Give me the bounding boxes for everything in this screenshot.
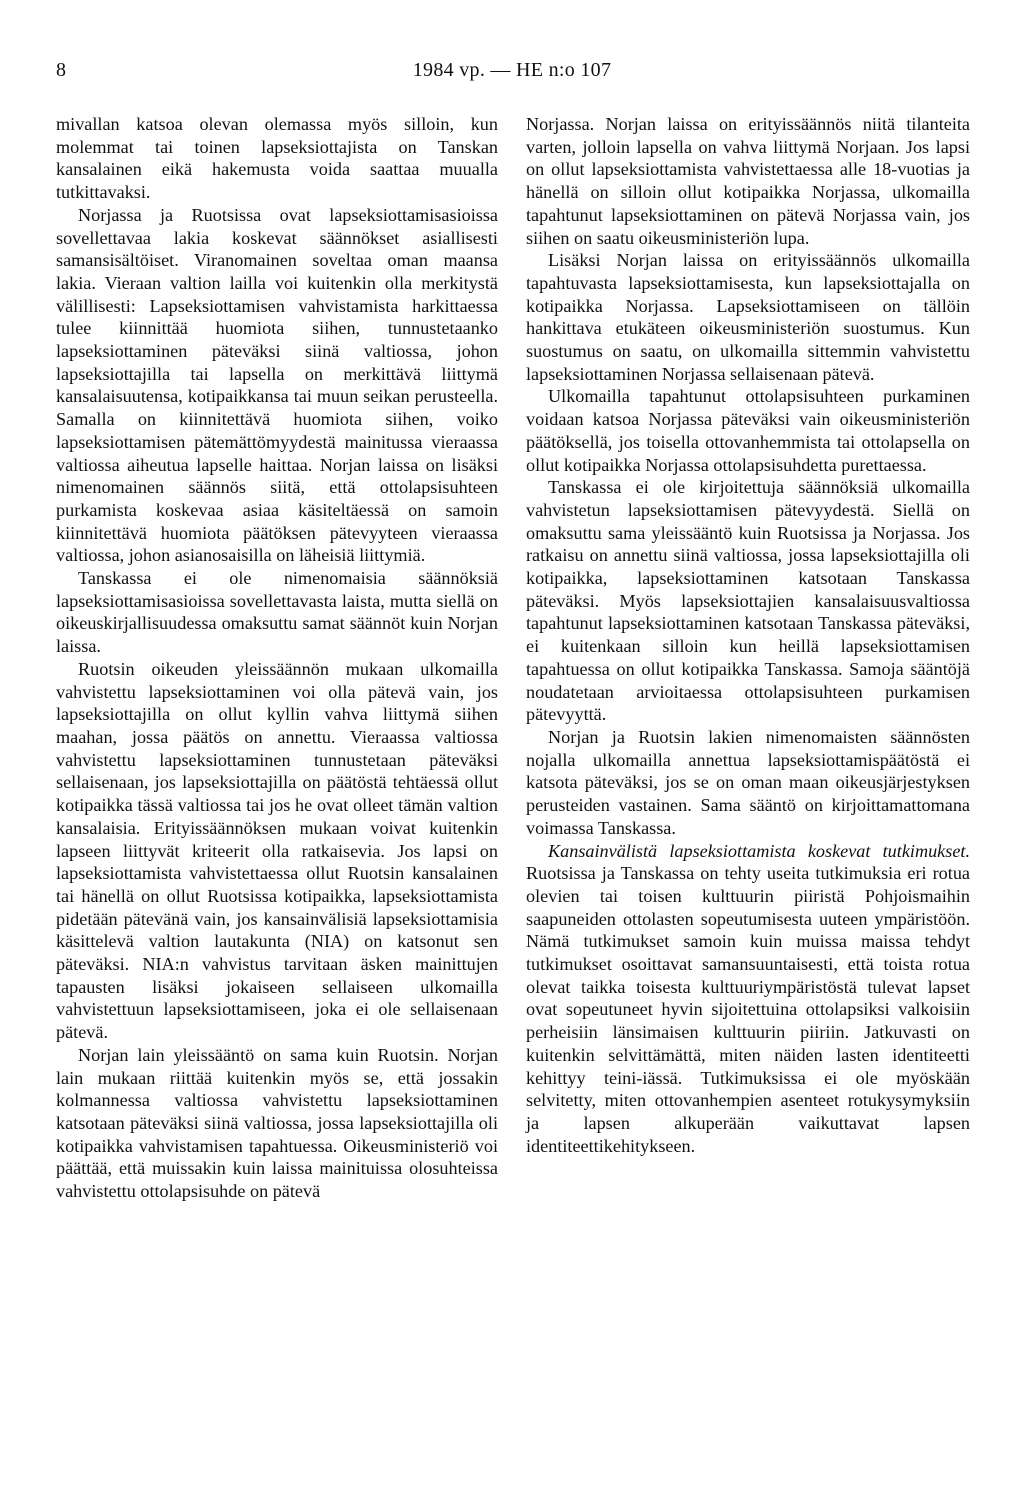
paragraph: Norjassa. Norjan laissa on erityissäännös niitä tilanteita varten, jolloin lapsella on vahva liittymä Norjaan. Jos lapsi on ollut lapseksiottamista vahvistettaessa alle 18-vuotias ja hänellä on silloin ollut kotipaikka Norjassa, ulkomailla tapahtunut lapseksiottaminen on pätevä Norjassa vain, jos siihen on saatu oikeusministeriön lupa. xyxy=(526,114,970,248)
left-column xyxy=(56,113,498,1203)
paragraph-body: Ruotsissa ja Tanskassa on tehty useita tutkimuksia eri rotua olevien tai toisen kulttuurin piiristä Pohjoismaihin saapuneiden ottolasten sopeutumisesta uuteen ympäristöön. Nämä tutkimukset samoin kuin muissa maissa tehdyt tutkimukset osoittavat samansuuntaisesti, että toista rotua olevat taikka toisesta kulttuuriympäristöstä tulevat lapset ovat sopeutuneet hyvin sijoitettuina ottolapsiksi valkoisiin perheisiin länsimaisen kulttuurin piiriin. Jatkuvasti on kuitenkin selvittämättä, miten näiden lasten identiteetti kehittyy teini-iässä. Tutkimuksissa ei ole myöskään selvitetty, miten ottovanhempien asenteet rotukysymyksiin ja lapsen alkuperään vaikuttavat lapsen identiteettikehitykseen. xyxy=(526,863,970,1156)
paragraph: Tanskassa ei ole kirjoitettuja säännöksiä ulkomailla vahvistetun lapseksiottamisen pätevyydestä. Siellä on omaksuttu sama yleissääntö kuin Ruotsissa ja Norjassa. Jos ratkaisu on annettu siinä valtiossa, jossa lapseksiottajilla oli kotipaikka, lapseksiottaminen katsotaan Tanskassa päteväksi. Myös lapseksiottajien kansalaisuusvaltiossa tapahtunut lapseksiottaminen katsotaan Tanskassa päteväksi, ei kuitenkaan silloin kun heillä lapseksiottamisen tapahtuessa on ollut kotipaikka Tanskassa. Samoja sääntöjä noudatetaan arvioitaessa ottolapsisuhteen purkamisen pätevyyttä. xyxy=(526,477,970,725)
paragraph: Norjan lain yleissääntö on sama kuin Ruotsin. Norjan lain mukaan riittää kuitenkin myös se, että jossakin kolmannessa valtiossa vahvistettu lapseksiottaminen katsotaan päteväksi siinä valtiossa, jossa lapseksiottajilla oli kotipaikka vahvistamisen tapahtuessa. Oikeusministeriö voi päättää, että muissakin kuin laissa mainituissa olosuhteissa vahvistettu ottolapsisuhde on pätevä xyxy=(56,1044,498,1202)
running-head: 1984 vp. — HE n:o 107 xyxy=(412,59,612,81)
page-number: 8 xyxy=(56,59,66,81)
section-heading: Kansainvälistä lapseksiottamista koskevat tutkimukset. xyxy=(548,840,970,861)
paragraph: Ruotsin oikeuden yleissäännön mukaan ulkomailla vahvistettu lapseksiottaminen voi olla pätevä vain, jos lapseksiottajilla on ollut kyllin vahva liittymä siihen maahan, jossa päätös on annettu. Vieraassa valtiossa vahvistettu lapseksiottaminen tunnustetaan päteväksi sellaisenaan, jos lapseksiottajilla on päätöstä tehtäessä ollut kotipaikka tässä valtiossa tai jos he ovat olleet tämän valtion kansalaisia. Erityissäännöksen mukaan voivat kuitenkin lapseen liittyvät kriteerit olla ratkaisevia. Jos lapsi on lapseksiottamista vahvistettaessa ollut Ruotsin kansalainen tai hänellä on ollut Ruotsissa kotipaikka, lapseksiottamista pidetään pätevänä vain, jos kansainvälisiä lapseksiottamisia käsittelevä valtion lautakunta (NIA) on katsonut sen päteväksi. NIA:n vahvistus tarvitaan äsken mainittujen tapausten lisäksi jokaiseen sellaiseen ulkomailla vahvistettuun lapseksiottamiseen, joka ei ole sellaisenaan pätevä. xyxy=(56,658,498,1043)
right-column xyxy=(526,113,970,1157)
paragraph: Ulkomailla tapahtunut ottolapsisuhteen purkaminen voidaan katsoa Norjassa päteväksi vain oikeusministeriön päätöksellä, jos toisella ottovanhemmista tai ottolapsella on ollut kotipaikka Norjassa ottolapsisuhdetta purettaessa. xyxy=(526,386,970,475)
paragraph: Norjan ja Ruotsin lakien nimenomaisten säännösten nojalla ulkomailla annettua lapseksiottamispäätöstä ei katsota päteväksi, jos se on oman maan oikeusjärjestyksen perusteiden vastainen. Sama sääntö on kirjoittamattomana voimassa Tanskassa. xyxy=(526,726,970,838)
paragraph: Tanskassa ei ole nimenomaisia säännöksiä lapseksiottamisasioissa sovellettavasta laista, mutta siellä on oikeuskirjallisuudessa omaksuttu samat säännöt kuin Norjan laissa. xyxy=(56,568,498,657)
paragraph xyxy=(526,840,970,1158)
paragraph: Norjassa ja Ruotsissa ovat lapseksiottamisasioissa sovellettavaa lakia koskevat säännökset asiallisesti samansisältöiset. Viranomainen soveltaa oman maansa lakia. Vieraan valtion lailla voi kuitenkin olla merkitystä välillisesti: Lapseksiottamisen vahvistamista harkittaessa tulee kiinnittää huomiota siihen, tunnustetaanko lapseksiottaminen päteväksi siinä valtiossa, johon lapseksiottajilla tai lapsella on merkittävä liittymä kansalaisuutensa, kotipaikkansa tai muun seikan perusteella. Samalla on kiinnitettävä huomiota siihen, voiko lapseksiottamisen pätemättömyydestä mainitussa vieraassa valtiossa aiheutua lapselle haittaa. Norjan laissa on lisäksi nimenomainen säännös siitä, että ottolapsisuhteen purkamista koskevaa asiaa käsiteltäessä on samoin kiinnitettävä huomiota päätöksen pätevyyteen vieraassa valtiossa, johon asianosaisilla on läheisiä liittymiä. xyxy=(56,204,498,566)
paragraph: mivallan katsoa olevan olemassa myös silloin, kun molemmat tai toinen lapseksiottajista on Tanskan kansalainen eikä hakemusta voida saattaa muualla tutkittavaksi. xyxy=(56,114,498,203)
paragraph: Lisäksi Norjan laissa on erityissäännös ulkomailla tapahtuvasta lapseksiottamisesta, kun lapseksiottajalla on kotipaikka Norjassa. Lapseksiottamiseen on tällöin hankittava etukäteen oikeusministeriön suostumus. Kun suostumus on saatu, on ulkomailla sittemmin vahvistettu lapseksiottaminen Norjassa sellaisenaan pätevä. xyxy=(526,250,970,384)
